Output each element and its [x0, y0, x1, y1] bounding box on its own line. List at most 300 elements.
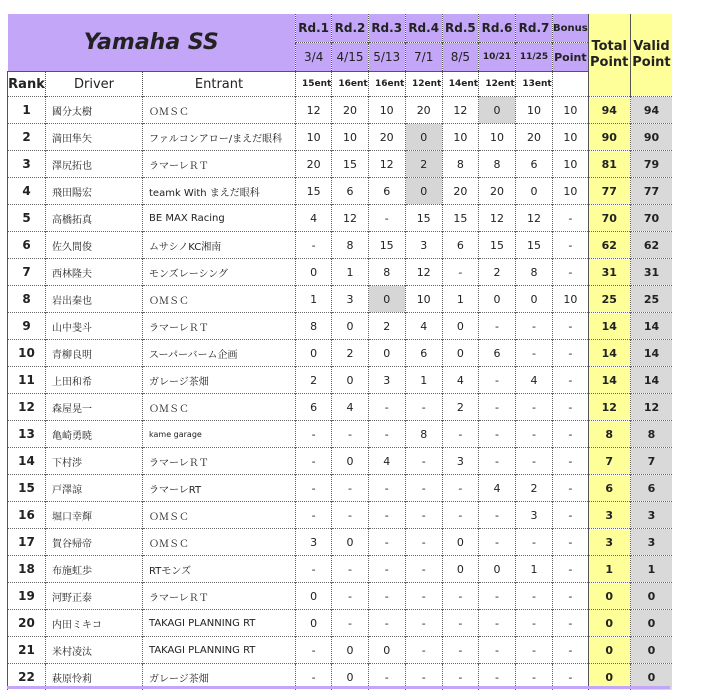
valid-point-cell: 14 [630, 313, 672, 340]
round-points-cell: - [405, 502, 442, 529]
entrant-cell: RTモンズ [143, 556, 296, 583]
round-points-cell: 15 [332, 151, 368, 178]
round-points-cell: - [368, 421, 405, 448]
valid-point-cell: 0 [630, 664, 672, 691]
round-points-cell: - [368, 394, 405, 421]
round-points-cell: - [332, 583, 368, 610]
rank-cell: 5 [8, 205, 46, 232]
total-point-cell: 0 [588, 583, 630, 610]
rank-cell: 9 [8, 313, 46, 340]
table-row [8, 448, 673, 475]
rank-cell: 21 [8, 637, 46, 664]
rank-cell: 15 [8, 475, 46, 502]
round-points-cell: 0 [442, 313, 478, 340]
round-points-cell: - [332, 475, 368, 502]
total-point-cell: 90 [588, 124, 630, 151]
round-points-cell: 10 [332, 124, 368, 151]
round-entries: 13ent [516, 72, 553, 97]
rank-cell: 22 [8, 664, 46, 691]
round-points-cell: - [405, 448, 442, 475]
driver-cell: 満田隼矢 [46, 124, 143, 151]
bonus-points-cell: - [553, 583, 589, 610]
round-points-cell: 0 [332, 367, 368, 394]
total-point-cell: 7 [588, 448, 630, 475]
round-points-cell: - [479, 421, 516, 448]
driver-cell: 佐久間俊 [46, 232, 143, 259]
driver-cell: 米村凌汰 [46, 637, 143, 664]
round-points-cell: - [479, 529, 516, 556]
valid-point-cell: 0 [630, 583, 672, 610]
round-entries: 12ent [405, 72, 442, 97]
total-point-cell: 14 [588, 367, 630, 394]
round-points-cell: 2 [332, 340, 368, 367]
round-points-cell: 0 [332, 637, 368, 664]
round-points-cell: 0 [332, 664, 368, 691]
round-points-cell: 4 [405, 313, 442, 340]
round-points-cell: 0 [516, 286, 553, 313]
bonus-header: Bonus [553, 14, 589, 43]
round-points-cell: 0 [442, 529, 478, 556]
total-point-cell: 77 [588, 178, 630, 205]
round-label: Rd.3 [368, 14, 405, 43]
round-points-cell: 6 [368, 178, 405, 205]
round-points-cell: - [368, 205, 405, 232]
round-points-cell: - [405, 475, 442, 502]
round-points-cell: 0 [479, 97, 516, 124]
table-row [8, 205, 673, 232]
round-points-cell: 4 [516, 367, 553, 394]
round-points-cell: 3 [332, 286, 368, 313]
round-points-cell: 8 [479, 151, 516, 178]
driver-cell: 飛田陽宏 [46, 178, 143, 205]
valid-header-line2: Point [632, 55, 671, 70]
round-points-cell: 3 [516, 502, 553, 529]
round-points-cell: 10 [442, 124, 478, 151]
round-points-cell: 0 [405, 178, 442, 205]
table-row [8, 502, 673, 529]
bonus-points-cell: - [553, 340, 589, 367]
driver-cell: 賀谷帰帝 [46, 529, 143, 556]
round-points-cell: 20 [296, 151, 332, 178]
table-row [8, 394, 673, 421]
round-label: Rd.4 [405, 14, 442, 43]
round-points-cell: 4 [442, 367, 478, 394]
round-points-cell: 4 [368, 448, 405, 475]
valid-point-cell: 8 [630, 421, 672, 448]
round-points-cell: - [296, 664, 332, 691]
total-header-line2: Point [590, 55, 629, 70]
round-points-cell: 0 [442, 556, 478, 583]
round-points-cell: 0 [405, 124, 442, 151]
round-points-cell: 8 [332, 232, 368, 259]
entrant-cell: ＯＭＳＣ [143, 529, 296, 556]
entrant-cell: TAKAGI PLANNING RT [143, 610, 296, 637]
bonus-points-cell: - [553, 367, 589, 394]
round-points-cell: 6 [442, 232, 478, 259]
driver-cell: 高橋拓真 [46, 205, 143, 232]
table-row [8, 367, 673, 394]
table-row [8, 556, 673, 583]
bonus-points-cell: - [553, 664, 589, 691]
table-row [8, 259, 673, 286]
total-point-cell: 0 [588, 664, 630, 691]
round-points-cell: 8 [368, 259, 405, 286]
round-points-cell: - [442, 610, 478, 637]
round-points-cell: 8 [442, 151, 478, 178]
round-points-cell: - [296, 448, 332, 475]
round-points-cell: 2 [479, 259, 516, 286]
total-point-cell: 14 [588, 340, 630, 367]
rank-cell: 10 [8, 340, 46, 367]
round-points-cell: - [479, 313, 516, 340]
bonus-points-cell: 10 [553, 151, 589, 178]
round-points-cell: - [332, 556, 368, 583]
round-points-cell: 6 [405, 340, 442, 367]
round-points-cell: - [368, 610, 405, 637]
round-points-cell: 0 [479, 556, 516, 583]
total-point-cell: 70 [588, 205, 630, 232]
entrant-cell: ムサシノKC湘南 [143, 232, 296, 259]
round-points-cell: 1 [332, 259, 368, 286]
round-points-cell: 8 [516, 259, 553, 286]
valid-header-line1: Valid [633, 39, 670, 54]
total-point-cell: 3 [588, 502, 630, 529]
round-points-cell: - [296, 232, 332, 259]
round-points-cell: - [368, 502, 405, 529]
round-points-cell: 10 [479, 124, 516, 151]
driver-cell: 下村渉 [46, 448, 143, 475]
round-points-cell: 20 [479, 178, 516, 205]
total-point-header [588, 14, 630, 97]
valid-point-cell: 14 [630, 367, 672, 394]
round-points-cell: - [516, 313, 553, 340]
round-points-cell: 12 [479, 205, 516, 232]
round-date: 11/25 [516, 43, 553, 72]
table-row [8, 232, 673, 259]
entrant-cell: スーパーバーム企画 [143, 340, 296, 367]
round-points-cell: - [442, 502, 478, 529]
table-row [8, 313, 673, 340]
driver-cell: 戸澤諒 [46, 475, 143, 502]
round-points-cell: 10 [516, 97, 553, 124]
valid-point-cell: 94 [630, 97, 672, 124]
entrant-cell: ＯＭＳＣ [143, 502, 296, 529]
valid-point-cell: 6 [630, 475, 672, 502]
round-points-cell: 20 [332, 97, 368, 124]
round-points-cell: - [442, 475, 478, 502]
round-points-cell: - [479, 610, 516, 637]
total-point-cell: 3 [588, 529, 630, 556]
round-points-cell: 0 [516, 178, 553, 205]
round-points-cell: 1 [405, 367, 442, 394]
entrant-cell: ファルコンアロー/まえだ眼科 [143, 124, 296, 151]
rank-cell: 4 [8, 178, 46, 205]
round-points-cell: 4 [296, 205, 332, 232]
round-points-cell: - [332, 610, 368, 637]
round-points-cell: - [405, 583, 442, 610]
round-points-cell: 0 [296, 259, 332, 286]
round-points-cell: 15 [442, 205, 478, 232]
valid-point-cell: 14 [630, 340, 672, 367]
round-date: 7/1 [405, 43, 442, 72]
table-row [8, 529, 673, 556]
round-points-cell: - [442, 421, 478, 448]
round-points-cell: 0 [368, 340, 405, 367]
round-points-cell: - [516, 637, 553, 664]
bonus-points-cell: - [553, 313, 589, 340]
round-points-cell: - [479, 367, 516, 394]
rank-cell: 18 [8, 556, 46, 583]
driver-cell: 西林隆夫 [46, 259, 143, 286]
round-points-cell: 20 [405, 97, 442, 124]
valid-point-cell: 1 [630, 556, 672, 583]
entrant-cell: TAKAGI PLANNING RT [143, 637, 296, 664]
bonus-points-cell: - [553, 475, 589, 502]
round-points-cell: - [368, 556, 405, 583]
driver-cell: 河野正泰 [46, 583, 143, 610]
round-points-cell: - [516, 664, 553, 691]
round-points-cell: 0 [332, 313, 368, 340]
round-points-cell: - [442, 664, 478, 691]
driver-cell: 山中斐斗 [46, 313, 143, 340]
round-points-cell: - [442, 583, 478, 610]
valid-point-cell: 79 [630, 151, 672, 178]
round-points-cell: 0 [368, 286, 405, 313]
driver-cell: 内田ミキコ [46, 610, 143, 637]
entrant-cell: ラマーレＲＴ [143, 151, 296, 178]
valid-point-cell: 77 [630, 178, 672, 205]
round-points-cell: - [516, 448, 553, 475]
table-row [8, 178, 673, 205]
round-points-cell: 8 [296, 313, 332, 340]
entrant-column-header: Entrant [143, 72, 296, 97]
total-point-cell: 14 [588, 313, 630, 340]
round-points-cell: 15 [368, 232, 405, 259]
round-entries: 12ent [479, 72, 516, 97]
round-points-cell: 15 [479, 232, 516, 259]
table-row [8, 421, 673, 448]
table-row [8, 637, 673, 664]
bonus-points-cell: 10 [553, 124, 589, 151]
round-points-cell: 12 [296, 97, 332, 124]
table-row [8, 151, 673, 178]
round-label: Rd.1 [296, 14, 332, 43]
bonus-points-cell: - [553, 448, 589, 475]
entrant-cell: BE MAX Racing [143, 205, 296, 232]
valid-point-cell: 3 [630, 502, 672, 529]
round-points-cell: - [296, 637, 332, 664]
valid-point-cell: 31 [630, 259, 672, 286]
total-point-cell: 0 [588, 637, 630, 664]
round-points-cell: 2 [442, 394, 478, 421]
rank-cell: 19 [8, 583, 46, 610]
round-points-cell: 15 [516, 232, 553, 259]
rank-cell: 12 [8, 394, 46, 421]
table-bottom-border [7, 686, 670, 689]
round-points-cell: 2 [368, 313, 405, 340]
round-points-cell: - [516, 340, 553, 367]
round-points-cell: 6 [516, 151, 553, 178]
round-points-cell: 3 [405, 232, 442, 259]
round-points-cell: 10 [296, 124, 332, 151]
round-label: Rd.7 [516, 14, 553, 43]
valid-point-cell: 12 [630, 394, 672, 421]
round-points-cell: - [296, 502, 332, 529]
round-entries: 14ent [442, 72, 478, 97]
round-points-cell: 12 [332, 205, 368, 232]
table-row [8, 583, 673, 610]
round-points-cell: - [368, 664, 405, 691]
rank-cell: 2 [8, 124, 46, 151]
round-points-cell: 15 [296, 178, 332, 205]
table-row [8, 97, 673, 124]
entrant-cell: ＯＭＳＣ [143, 97, 296, 124]
round-points-cell: 3 [368, 367, 405, 394]
round-entries: 16ent [332, 72, 368, 97]
entrant-cell: ラマーレＲＴ [143, 583, 296, 610]
round-points-cell: 12 [405, 259, 442, 286]
bonus-entries-blank [553, 72, 589, 97]
round-points-cell: 8 [405, 421, 442, 448]
entrant-cell: kame garage [143, 421, 296, 448]
rank-cell: 8 [8, 286, 46, 313]
bonus-points-cell: - [553, 421, 589, 448]
round-points-cell: 10 [368, 97, 405, 124]
round-points-cell: - [479, 502, 516, 529]
table-row [8, 124, 673, 151]
round-points-cell: 0 [479, 286, 516, 313]
round-points-cell: 0 [296, 583, 332, 610]
driver-cell: 澤尻拓也 [46, 151, 143, 178]
round-points-cell: - [332, 421, 368, 448]
driver-cell: 青柳良明 [46, 340, 143, 367]
round-points-cell: - [296, 475, 332, 502]
round-points-cell: 3 [296, 529, 332, 556]
round-points-cell: 0 [368, 637, 405, 664]
bonus-points-cell: 10 [553, 178, 589, 205]
entrant-cell: ラマーレRT [143, 475, 296, 502]
round-points-cell: - [368, 529, 405, 556]
round-entries: 15ent [296, 72, 332, 97]
round-points-cell: 12 [516, 205, 553, 232]
valid-point-header [630, 14, 672, 97]
round-points-cell: - [368, 583, 405, 610]
round-date: 8/5 [442, 43, 478, 72]
table-row [8, 340, 673, 367]
round-points-cell: 1 [296, 286, 332, 313]
round-points-cell: - [516, 610, 553, 637]
bonus-points-cell: - [553, 529, 589, 556]
bonus-points-cell: - [553, 502, 589, 529]
round-date: 3/4 [296, 43, 332, 72]
total-point-cell: 81 [588, 151, 630, 178]
round-points-cell: 20 [516, 124, 553, 151]
entrant-cell: ラマーレＲＴ [143, 448, 296, 475]
entrant-cell: ＯＭＳＣ [143, 286, 296, 313]
valid-point-cell: 25 [630, 286, 672, 313]
round-points-cell: - [405, 394, 442, 421]
entrant-cell: teamk With まえだ眼科 [143, 178, 296, 205]
round-points-cell: 0 [296, 610, 332, 637]
entrant-cell: モンズレーシング [143, 259, 296, 286]
rank-cell: 17 [8, 529, 46, 556]
round-points-cell: 20 [442, 178, 478, 205]
bonus-points-cell: - [553, 205, 589, 232]
driver-cell: 岩出秦也 [46, 286, 143, 313]
round-date: 4/15 [332, 43, 368, 72]
round-points-cell: - [405, 556, 442, 583]
bonus-points-cell: 10 [553, 97, 589, 124]
round-points-cell: - [405, 637, 442, 664]
rank-cell: 14 [8, 448, 46, 475]
rank-column-header: Rank [8, 72, 46, 97]
round-points-cell: 3 [442, 448, 478, 475]
valid-point-cell: 62 [630, 232, 672, 259]
entrant-cell: ガレージ茶畑 [143, 367, 296, 394]
bonus-points-cell: - [553, 259, 589, 286]
total-point-cell: 62 [588, 232, 630, 259]
round-points-cell: 0 [296, 340, 332, 367]
round-date: 10/21 [479, 43, 516, 72]
total-point-cell: 1 [588, 556, 630, 583]
round-points-cell: 20 [368, 124, 405, 151]
round-points-cell: 6 [296, 394, 332, 421]
valid-point-cell: 7 [630, 448, 672, 475]
round-entries: 16ent [368, 72, 405, 97]
total-point-cell: 0 [588, 610, 630, 637]
round-points-cell: - [479, 448, 516, 475]
driver-cell: 布施虹歩 [46, 556, 143, 583]
total-header-line1: Total [591, 39, 627, 54]
round-points-cell: 1 [442, 286, 478, 313]
round-points-cell: - [368, 475, 405, 502]
round-points-cell: 12 [442, 97, 478, 124]
table-row [8, 286, 673, 313]
driver-cell: 堀口幸輝 [46, 502, 143, 529]
total-point-cell: 31 [588, 259, 630, 286]
total-point-cell: 8 [588, 421, 630, 448]
round-points-cell: 2 [516, 475, 553, 502]
series-title: Yamaha SS [8, 14, 296, 72]
bonus-points-cell: 10 [553, 286, 589, 313]
round-points-cell: - [405, 664, 442, 691]
round-points-cell: - [405, 529, 442, 556]
round-points-cell: 1 [516, 556, 553, 583]
total-point-cell: 25 [588, 286, 630, 313]
total-point-cell: 12 [588, 394, 630, 421]
round-points-cell: 4 [479, 475, 516, 502]
rank-cell: 13 [8, 421, 46, 448]
round-points-cell: 6 [479, 340, 516, 367]
total-point-cell: 6 [588, 475, 630, 502]
rank-cell: 11 [8, 367, 46, 394]
round-points-cell: 0 [442, 340, 478, 367]
table-row [8, 610, 673, 637]
round-points-cell: - [296, 421, 332, 448]
round-points-cell: 10 [405, 286, 442, 313]
bonus-points-cell: - [553, 232, 589, 259]
rank-cell: 6 [8, 232, 46, 259]
driver-cell: 上田和希 [46, 367, 143, 394]
valid-point-cell: 70 [630, 205, 672, 232]
entrant-cell: ＯＭＳＣ [143, 394, 296, 421]
bonus-points-cell: - [553, 610, 589, 637]
round-points-cell: - [442, 259, 478, 286]
driver-cell: 國分太樹 [46, 97, 143, 124]
table-row [8, 475, 673, 502]
valid-point-cell: 90 [630, 124, 672, 151]
round-points-cell: - [442, 637, 478, 664]
